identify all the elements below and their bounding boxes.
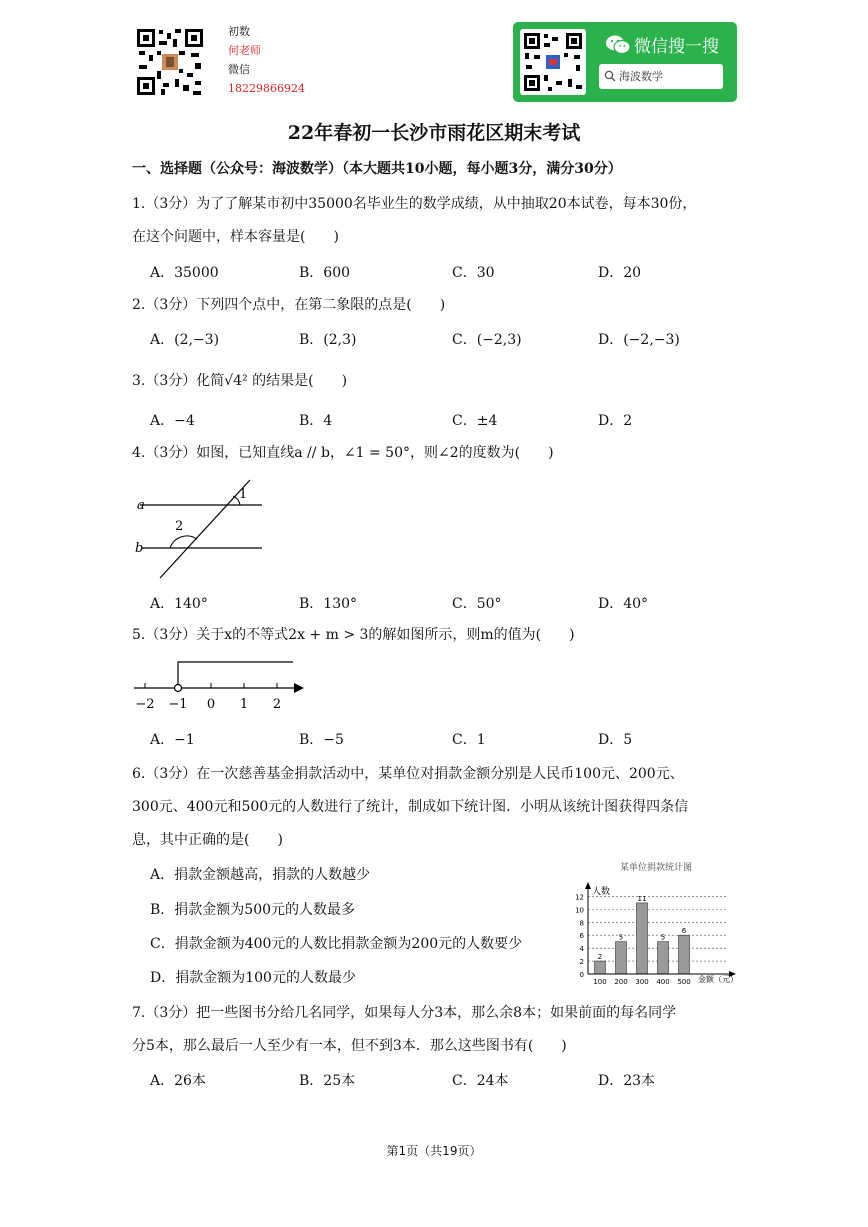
q6-option-d: D．捐款金额为100元的人数最少 <box>150 970 356 986</box>
open-circle <box>175 685 182 692</box>
chart-ytick-label: 12 <box>575 893 584 902</box>
q7-option-c: C．24本 <box>452 1073 509 1089</box>
label-2: 2 <box>175 519 184 534</box>
wechat-logo-icon <box>605 34 631 60</box>
q3-option-d: D．2 <box>598 413 633 429</box>
chart-ylabel: 人数 <box>592 887 611 897</box>
q7-line1: 7.（3分）把一些图书分给几名同学，如果每人分3本，那么余8本；如果前面的每名同学 <box>132 1005 677 1021</box>
tick-label-neg2: −2 <box>135 697 155 712</box>
q1-option-b: B．600 <box>299 265 351 281</box>
axis-arrow-icon <box>294 683 304 693</box>
q4-option-b: B．130° <box>299 596 358 612</box>
page-footer: 第1页（共19页） <box>386 1144 482 1158</box>
q4-option-a: A．140° <box>150 596 208 612</box>
q5-option-c: C．1 <box>452 732 486 748</box>
q5-option-b: B．−5 <box>299 732 344 748</box>
q6-line1: 6.（3分）在一次慈善基金捐款活动中，某单位对捐款金额分别是人民币100元、200元、 <box>132 766 684 782</box>
q2-option-d: D．(−2,−3) <box>598 332 680 348</box>
wechat-search-input[interactable] <box>599 64 723 89</box>
q6-option-a: A．捐款金额越高，捐款的人数越少 <box>150 867 371 883</box>
wechat-search-text: 海波数学 <box>619 70 663 83</box>
chart-ytick-label: 0 <box>579 971 584 979</box>
chart-value-label: 11 <box>637 894 647 903</box>
tick-label-2: 2 <box>272 697 282 712</box>
chart-xtick-label: 100 <box>593 978 607 986</box>
q3-option-b: B．4 <box>299 413 333 429</box>
chart-bar-200 <box>616 942 627 974</box>
q2-line1: 2.（3分）下列四个点中，在第二象限的点是( ) <box>132 297 446 313</box>
q1-line1: 1.（3分）为了了解某市初中35000名毕业生的数学成绩，从中抽取20本试卷，每本30份， <box>132 196 697 212</box>
q3-option-a: A．−4 <box>150 413 195 429</box>
chart-bar-400 <box>658 942 669 974</box>
number-line-figure <box>128 655 308 715</box>
exam-title: 22年春初一长沙市雨花区期末考试 <box>287 122 581 144</box>
chart-bar-300 <box>637 903 648 974</box>
q4-option-d: D．40° <box>598 596 649 612</box>
y-axis-arrow-icon <box>585 882 591 889</box>
contact-teacher: 何老师 <box>228 44 261 57</box>
q1-option-c: C．30 <box>452 265 495 281</box>
chart-ytick-label: 10 <box>575 906 584 915</box>
chart-ytick-label: 2 <box>579 958 584 967</box>
section-heading: 一、选择题（公众号：海波数学）（本大题共10小题，每小题3分，满分30分） <box>132 161 622 177</box>
q7-option-d: D．23本 <box>598 1073 656 1089</box>
chart-bar-100 <box>595 961 606 974</box>
solution-ray <box>178 662 293 685</box>
chart-xtick-label: 400 <box>656 978 670 986</box>
donation-bar-chart <box>560 858 742 988</box>
q2-option-a: A．(2,−3) <box>150 332 220 348</box>
chart-ytick-label: 8 <box>579 919 584 928</box>
tick-label-neg1: −1 <box>168 697 188 712</box>
q1-line2: 在这个问题中，样本容量是( ) <box>132 229 339 245</box>
q4-option-c: C．50° <box>452 596 502 612</box>
q6-option-c: C．捐款金额为400元的人数比捐款金额为200元的人数要少 <box>150 936 523 952</box>
q5-option-d: D．5 <box>598 732 633 748</box>
q1-option-a: A．35000 <box>150 265 219 281</box>
q7-line2: 分5本，那么最后一人至少有一本，但不到3本．那么这些图书有( ) <box>132 1038 567 1054</box>
q6-line3: 息，其中正确的是( ) <box>132 832 283 848</box>
chart-xtick-label: 300 <box>635 978 649 986</box>
wechat-search-title: 微信搜一搜 <box>634 37 719 57</box>
transversal <box>160 480 250 578</box>
parallel-lines-figure <box>130 478 270 584</box>
label-b: b <box>135 541 144 556</box>
q6-option-b: B．捐款金额为500元的人数最多 <box>150 902 356 918</box>
search-icon <box>604 70 616 82</box>
chart-value-label: 5 <box>660 933 666 942</box>
q1-option-d: D．20 <box>598 265 642 281</box>
wechat-search-banner <box>513 22 737 102</box>
chart-value-label: 2 <box>597 953 603 962</box>
chart-value-label: 5 <box>618 933 624 942</box>
wechat-qr-code <box>520 29 586 95</box>
q5-line1: 5.（3分）关于x的不等式2x + m > 3的解如图所示，则m的值为( ) <box>132 627 575 643</box>
q4-line1: 4.（3分）如图，已知直线a // b，∠1 = 50°，则∠2的度数为( ) <box>132 445 554 461</box>
label-1: 1 <box>239 487 248 502</box>
chart-ytick-label: 6 <box>579 932 584 941</box>
chart-xtick-label: 200 <box>614 978 628 986</box>
q2-option-c: C．(−2,3) <box>452 332 522 348</box>
contact-line3: 微信 <box>228 63 250 76</box>
chart-ytick-label: 4 <box>579 945 584 954</box>
chart-xlabel: 金额（元） <box>698 975 738 984</box>
chart-xtick-label: 500 <box>677 978 691 986</box>
chart-bar-500 <box>679 935 690 974</box>
contact-qr-code <box>135 27 205 97</box>
q5-option-a: A．−1 <box>150 732 195 748</box>
q6-line2: 300元、400元和500元的人数进行了统计，制成如下统计图．小明从该统计图获得四条信 <box>132 799 689 815</box>
q3-line1: 3.（3分）化简√4² 的结果是( ) <box>132 373 348 389</box>
q7-option-b: B．25本 <box>299 1073 356 1089</box>
contact-phone: 18229866924 <box>228 82 305 95</box>
q7-option-a: A．26本 <box>150 1073 206 1089</box>
chart-title: 某单位捐款统计图 <box>619 863 693 873</box>
tick-label-0: 0 <box>206 697 216 712</box>
contact-line1: 初数 <box>228 25 250 38</box>
q3-option-c: C．±4 <box>452 413 498 429</box>
q2-option-b: B．(2,3) <box>299 332 357 348</box>
chart-value-label: 6 <box>681 927 687 936</box>
tick-label-1: 1 <box>239 697 249 712</box>
label-a: a <box>137 498 145 513</box>
contact-info <box>228 22 305 98</box>
